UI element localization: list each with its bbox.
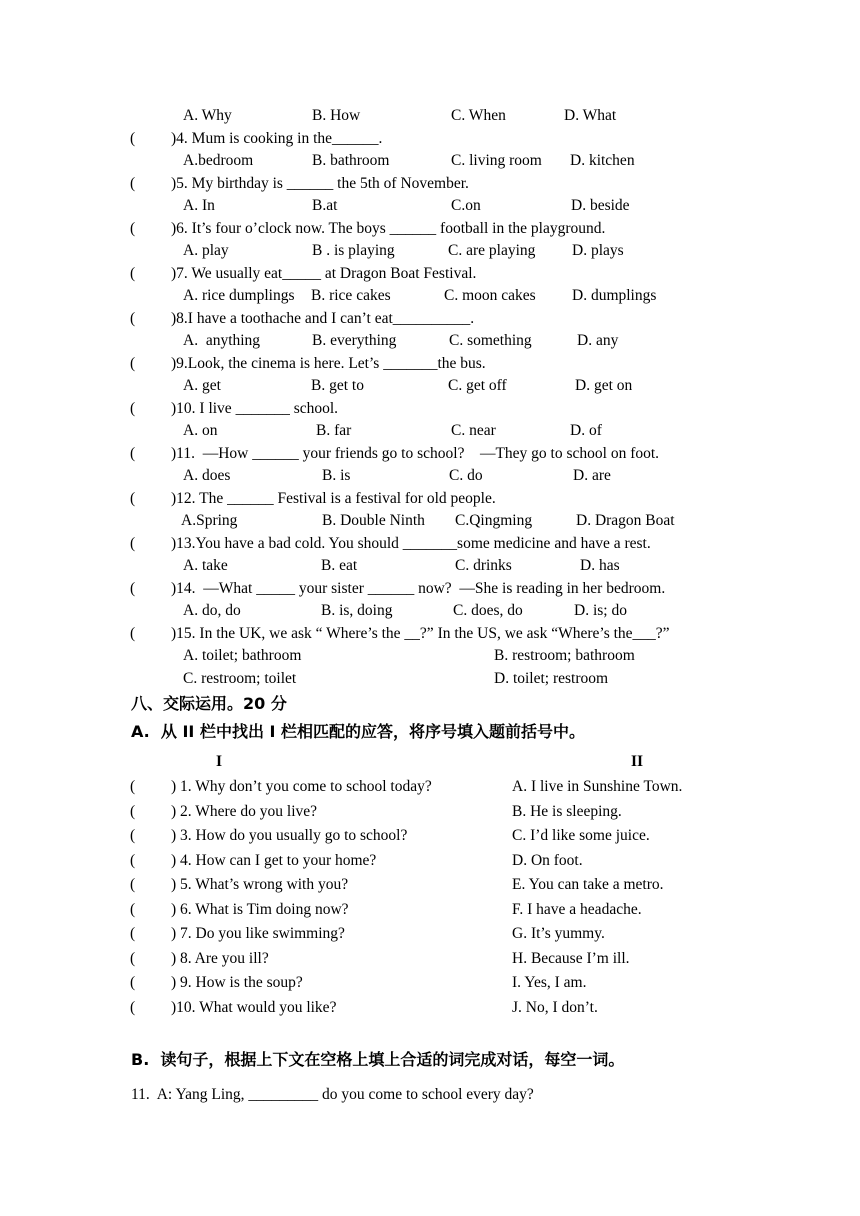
option-b: B. rice cakes bbox=[311, 287, 391, 304]
matching-answer: I. Yes, I am. bbox=[512, 974, 587, 991]
option-d: D. has bbox=[580, 557, 620, 574]
question-text: )15. In the UK, we ask “ Where’s the __?” In the US, we ask “Where’s the___?” bbox=[171, 625, 670, 642]
matching-question: ) 4. How can I get to your home? bbox=[171, 852, 377, 869]
question-text: )13.You have a bad cold. You should _______some medicine and have a rest. bbox=[171, 535, 651, 552]
answer-paren: ( bbox=[130, 580, 136, 597]
answer-paren: ( bbox=[130, 130, 136, 147]
matching-question: ) 5. What’s wrong with you? bbox=[171, 876, 349, 893]
option-d: D. plays bbox=[572, 242, 624, 259]
answer-paren: ( bbox=[130, 803, 136, 820]
option-a: A.Spring bbox=[181, 512, 238, 529]
option-a: A. take bbox=[183, 557, 228, 574]
option-b: B. Double Ninth bbox=[322, 512, 425, 529]
option-b: B. get to bbox=[311, 377, 364, 394]
q3-option-a: A. Why bbox=[183, 107, 232, 124]
option-c: C. do bbox=[449, 467, 483, 484]
answer-paren: ( bbox=[130, 901, 136, 918]
matching-answer: H. Because I’m ill. bbox=[512, 950, 630, 967]
option-b: B. bathroom bbox=[312, 152, 390, 169]
option-d: D. any bbox=[577, 332, 619, 349]
q3-option-b: B. How bbox=[312, 107, 361, 124]
option-b: B.at bbox=[312, 197, 338, 214]
matching-answer: D. On foot. bbox=[512, 852, 583, 869]
option-d: D. kitchen bbox=[570, 152, 635, 169]
question-text: )8.I have a toothache and I can’t eat__________. bbox=[171, 310, 475, 327]
answer-paren: ( bbox=[130, 950, 136, 967]
option-c: C. drinks bbox=[455, 557, 512, 574]
answer-paren: ( bbox=[130, 265, 136, 282]
question-text: )5. My birthday is ______ the 5th of November. bbox=[171, 175, 469, 192]
matching-answer: A. I live in Sunshine Town. bbox=[512, 778, 683, 795]
option-a: A. toilet; bathroom bbox=[183, 647, 302, 664]
option-c: C. does, do bbox=[453, 602, 523, 619]
option-c: C. restroom; toilet bbox=[183, 670, 297, 687]
q3-option-c: C. When bbox=[451, 107, 506, 124]
option-b: B. is, doing bbox=[321, 602, 393, 619]
option-b: B. everything bbox=[312, 332, 397, 349]
question-text: )7. We usually eat_____ at Dragon Boat Festival. bbox=[171, 265, 477, 282]
question-text: )4. Mum is cooking in the______. bbox=[171, 130, 383, 147]
matching-question: ) 2. Where do you live? bbox=[171, 803, 318, 820]
column-i-header: I bbox=[216, 753, 223, 770]
option-a: A. rice dumplings bbox=[183, 287, 295, 304]
option-b: B. far bbox=[316, 422, 352, 439]
matching-answer: J. No, I don’t. bbox=[512, 999, 598, 1016]
option-c: C. living room bbox=[451, 152, 542, 169]
option-c: C. near bbox=[451, 422, 496, 439]
option-a: A. get bbox=[183, 377, 221, 394]
option-b: B . is playing bbox=[312, 242, 395, 259]
matching-question: ) 6. What is Tim doing now? bbox=[171, 901, 349, 918]
question-text: )6. It’s four o’clock now. The boys ______ football in the playground. bbox=[171, 220, 606, 237]
option-d: D. Dragon Boat bbox=[576, 512, 675, 529]
answer-paren: ( bbox=[130, 220, 136, 237]
option-d: D. toilet; restroom bbox=[494, 670, 609, 687]
question-text: )9.Look, the cinema is here. Let’s _______the bus. bbox=[171, 355, 486, 372]
question-text: )10. I live _______ school. bbox=[171, 400, 339, 417]
option-c: C. are playing bbox=[448, 242, 536, 259]
question-text: )14. —What _____ your sister ______ now? —She is reading in her bedroom. bbox=[171, 580, 666, 597]
answer-paren: ( bbox=[130, 999, 136, 1016]
q3-option-d: D. What bbox=[564, 107, 617, 124]
option-b: B. eat bbox=[321, 557, 358, 574]
answer-paren: ( bbox=[130, 535, 136, 552]
answer-paren: ( bbox=[130, 925, 136, 942]
option-b: B. restroom; bathroom bbox=[494, 647, 635, 664]
matching-question: )10. What would you like? bbox=[171, 999, 337, 1016]
option-d: D. is; do bbox=[574, 602, 627, 619]
matching-question: ) 3. How do you usually go to school? bbox=[171, 827, 408, 844]
column-ii-header: II bbox=[631, 753, 644, 770]
option-c: C.Qingming bbox=[455, 512, 533, 529]
matching-answer: C. I’d like some juice. bbox=[512, 827, 650, 844]
matching-answer: E. You can take a metro. bbox=[512, 876, 664, 893]
question-text: )12. The ______ Festival is a festival for old people. bbox=[171, 490, 496, 507]
matching-question: ) 9. How is the soup? bbox=[171, 974, 303, 991]
answer-paren: ( bbox=[130, 974, 136, 991]
option-a: A. play bbox=[183, 242, 229, 259]
option-a: A.bedroom bbox=[183, 152, 254, 169]
option-c: C.on bbox=[451, 197, 481, 214]
matching-question: ) 1. Why don’t you come to school today? bbox=[171, 778, 432, 795]
option-c: C. moon cakes bbox=[444, 287, 536, 304]
option-d: D. get on bbox=[575, 377, 633, 394]
option-d: D. dumplings bbox=[572, 287, 657, 304]
part-b-title: B. 读句子，根据上下文在空格上填上合适的词完成对话，每空一词。 bbox=[131, 1050, 625, 1069]
answer-paren: ( bbox=[130, 445, 136, 462]
matching-answer: G. It’s yummy. bbox=[512, 925, 605, 942]
option-b: B. is bbox=[322, 467, 351, 484]
option-a: A. on bbox=[183, 422, 218, 439]
answer-paren: ( bbox=[130, 490, 136, 507]
option-d: D. beside bbox=[571, 197, 630, 214]
answer-paren: ( bbox=[130, 625, 136, 642]
part-a-title: A. 从 II 栏中找出 I 栏相匹配的应答，将序号填入题前括号中。 bbox=[131, 722, 586, 741]
question-text: )11. —How ______ your friends go to school? —They go to school on foot. bbox=[171, 445, 660, 462]
option-c: C. something bbox=[449, 332, 532, 349]
matching-answer: B. He is sleeping. bbox=[512, 803, 622, 820]
option-a: A. In bbox=[183, 197, 215, 214]
answer-paren: ( bbox=[130, 778, 136, 795]
answer-paren: ( bbox=[130, 310, 136, 327]
option-d: D. are bbox=[573, 467, 611, 484]
dialogue-question-11: 11. A: Yang Ling, _________ do you come to school every day? bbox=[131, 1086, 534, 1103]
option-d: D. of bbox=[570, 422, 602, 439]
answer-paren: ( bbox=[130, 876, 136, 893]
matching-question: ) 7. Do you like swimming? bbox=[171, 925, 345, 942]
section-8-title: 八、交际运用。20 分 bbox=[131, 694, 287, 713]
matching-answer: F. I have a headache. bbox=[512, 901, 642, 918]
answer-paren: ( bbox=[130, 355, 136, 372]
answer-paren: ( bbox=[130, 400, 136, 417]
option-c: C. get off bbox=[448, 377, 507, 394]
answer-paren: ( bbox=[130, 175, 136, 192]
answer-paren: ( bbox=[130, 852, 136, 869]
option-a: A. do, do bbox=[183, 602, 241, 619]
option-a: A. anything bbox=[183, 332, 261, 349]
matching-question: ) 8. Are you ill? bbox=[171, 950, 269, 967]
answer-paren: ( bbox=[130, 827, 136, 844]
option-a: A. does bbox=[183, 467, 231, 484]
